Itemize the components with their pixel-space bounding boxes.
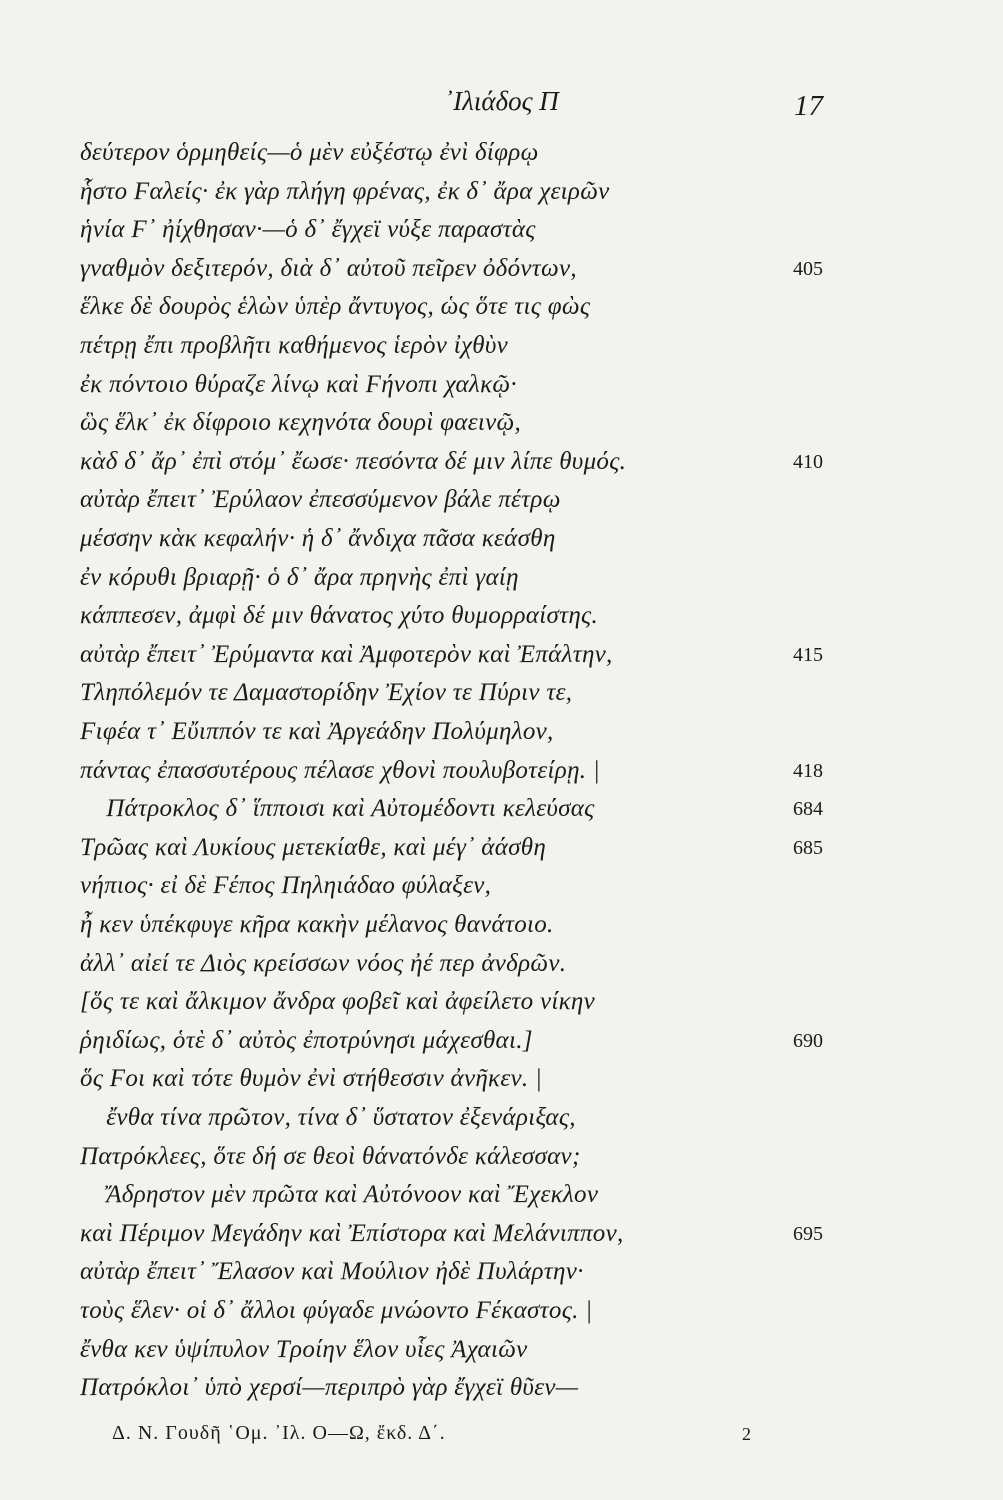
verse-line [0,136,1003,176]
verse-line [0,676,1003,716]
verse-line [0,754,1003,794]
verse-text: ἀλλ᾽ αἰεί τε Διὸς κρείσσων νόος ἠέ περ ἀνδρῶν. [80,949,567,977]
verse-text: ἔνθα τίνα πρῶτον, τίνα δ᾽ ὕστατον ἐξενάριξας, [80,1104,576,1131]
verse-line [0,1101,1003,1141]
verse-text: Τρῶας καὶ Λυκίους μετεκίαθε, καὶ μέγ᾽ ἀάσθη [80,833,547,861]
verse-line [0,1371,1003,1411]
verse-text: δεύτερον ὁρμηθείς—ὁ μὲν εὐξέστῳ ἐνὶ δίφρῳ [80,139,539,166]
verse-line [0,213,1003,253]
verse-text: καὶ Πέριμον Μεγάδην καὶ Ἐπίστορα καὶ Μελάνιππον, [80,1219,624,1247]
verse-text: ἧστο Ϝαλείς· ἐκ γὰρ πλήγη φρένας, ἐκ δ᾽ ἄρα χειρῶν [80,177,610,205]
verse-line [0,985,1003,1025]
verse-line [0,599,1003,639]
footer-signature-mark: 2 [742,1424,751,1444]
verse-text: αὐτὰρ ἔπειτ᾽ Ἐρύμαντα καὶ Ἀμφοτερὸν καὶ Ἐπάλτην, [80,640,613,668]
verse-text: Ἄδρηστον μὲν πρῶτα καὶ Αὐτόνοον καὶ Ἔχεκλον [80,1181,599,1209]
verse-text: ὅς Ϝοι καὶ τότε θυμὸν ἐνὶ στήθεσσιν ἀνῆκεν. | [80,1065,543,1093]
footer-publisher-note: Δ. Ν. Γουδῆ ῾Ομ. ᾿Ιλ. Ο—Ω, ἔκδ. Δ΄. [112,1422,446,1444]
verse-text: νήπιος· εἰ δὲ Ϝέπος Πηληιάδαο φύλαξεν, [80,872,492,900]
verse-line [0,290,1003,330]
verse-text: κάππεσεν, ἀμφὶ δέ μιν θάνατος χύτο θυμορραίστης. [80,602,599,630]
verse-text: τοὺς ἕλεν· οἱ δ᾽ ἄλλοι φύγαδε μνώοντο Ϝέκαστος. | [80,1297,593,1324]
verse-text: Ϝιφέα τ᾽ Εὔιππόν τε καὶ Ἀργεάδην Πολύμηλον, [80,718,554,745]
line-number: 684 [793,798,823,821]
verse-line [0,947,1003,987]
verse-text: Πατρόκλεες, ὅτε δή σε θεοὶ θάνατόνδε κάλεσσαν; [80,1142,581,1170]
verse-line [0,638,1003,678]
verse-line [0,445,1003,485]
line-number: 685 [793,836,823,859]
verse-line [0,1024,1003,1064]
verse-line [0,483,1003,523]
verse-line [0,715,1003,755]
verse-text: κὰδ δ᾽ ἄρ᾽ ἐπὶ στόμ᾽ ἔωσε· πεσόντα δέ μιν λίπε θυμός. [80,447,627,475]
verse-line [0,908,1003,948]
line-number: 410 [793,450,823,473]
verse-line [0,1294,1003,1334]
verse-line [0,792,1003,832]
verse-text: ὣς ἕλκ᾽ ἐκ δίφροιο κεχηνότα δουρὶ φαεινῷ, [80,409,521,437]
line-number: 695 [793,1222,823,1245]
line-number: 690 [793,1029,823,1052]
verse-text: ἐκ πόντοιο θύραζε λίνῳ καὶ Ϝήνοπι χαλκῷ· [80,370,517,398]
verse-text: Πατρόκλοι᾽ ὑπὸ χερσί—περιπρὸ γὰρ ἔγχεϊ θῦεν— [80,1374,579,1402]
verse-text: πάντας ἐπασσυτέρους πέλασε χθονὶ πουλυβοτείρῃ. | [80,756,601,784]
verse-line [0,1178,1003,1218]
verse-line [0,406,1003,446]
verse-line [0,368,1003,408]
line-number: 418 [793,759,823,782]
verse-text: μέσσην κὰκ κεφαλήν· ἡ δ᾽ ἄνδιχα πᾶσα κεάσθη [80,525,556,552]
verse-line [0,522,1003,562]
verse-line [0,329,1003,369]
verse-text: ἦ κεν ὑπέκφυγε κῆρα κακὴν μέλανος θανάτοιο. [80,911,554,938]
verse-text: ἐν κόρυθι βριαρῇ· ὁ δ᾽ ἄρα πρηνὴς ἐπὶ γαίῃ [80,563,519,591]
page-title: ᾿Ιλιάδος Π [444,86,559,116]
verse-text: ἡνία Ϝ᾽ ἠίχθησαν·—ὁ δ᾽ ἔγχεϊ νύξε παραστὰς [80,216,536,244]
verse-text: Πάτροκλος δ᾽ ἵπποισι καὶ Αὐτομέδοντι κελεύσας [80,795,595,823]
verse-line [0,831,1003,871]
page-number: 17 [794,90,823,122]
verse-text: πέτρῃ ἔπι προβλῆτι καθήμενος ἱερὸν ἰχθὺν [80,332,509,359]
verse-line [0,175,1003,215]
verse-text: Τληπόλεμόν τε Δαμαστορίδην Ἐχίον τε Πύριν τε, [80,679,573,707]
verse-line [0,561,1003,601]
verse-line [0,1062,1003,1102]
verse-text: αὐτὰρ ἔπειτ᾽ Ἔλασον καὶ Μούλιον ἠδὲ Πυλάρτην· [80,1258,584,1286]
verse-line [0,1255,1003,1295]
verse-text: [ὅς τε καὶ ἄλκιμον ἄνδρα φοβεῖ καὶ ἀφείλετο νίκην [80,988,596,1016]
verse-text: γναθμὸν δεξιτερόν, διὰ δ᾽ αὐτοῦ πεῖρεν ὀδόντων, [80,254,577,282]
verse-line [0,869,1003,909]
verse-text: ἔνθα κεν ὑψίπυλον Τροίην ἕλον υἷες Ἀχαιῶν [80,1335,528,1363]
verse-line [0,1140,1003,1180]
verse-text: ἕλκε δὲ δουρὸς ἑλὼν ὑπὲρ ἄντυγος, ὡς ὅτε τις φὼς [80,293,591,321]
verse-line [0,1333,1003,1373]
line-number: 415 [793,643,823,666]
verse-text: αὐτὰρ ἔπειτ᾽ Ἐρύλαον ἐπεσσύμενον βάλε πέτρῳ [80,486,561,514]
verse-text: ῥηιδίως, ὁτὲ δ᾽ αὐτὸς ἐποτρύνησι μάχεσθαι.] [80,1026,533,1054]
verse-line [0,1217,1003,1257]
line-number: 405 [793,257,823,280]
verse-line [0,252,1003,292]
